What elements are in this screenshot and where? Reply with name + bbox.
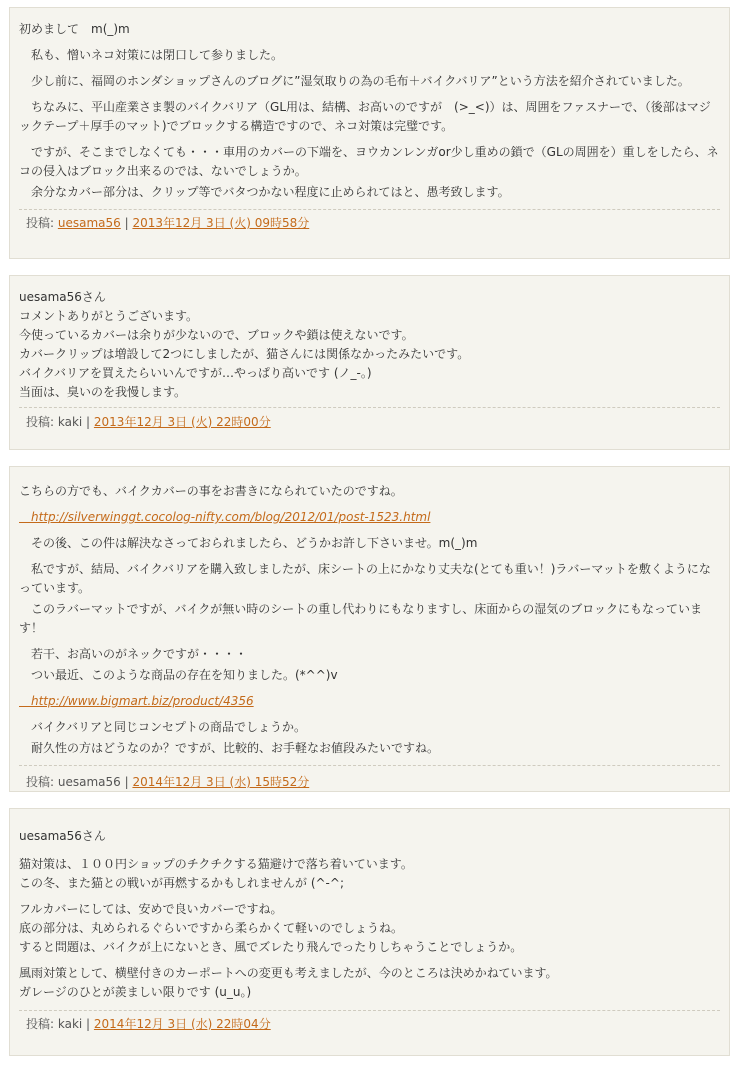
comment-text: 底の部分は、丸められるぐらいですから柔らかくて軽いのでしょうね。 [19, 921, 404, 935]
comment-text: フルカバーにしては、安めで良いカバーですね。 [19, 902, 283, 916]
comment-text: つい最近、このような商品の存在を知りました。(*^^)v [19, 668, 338, 682]
comment-text: バイクバリアを買えたらいいんですが…やっぱり高いです (ノ_-。) [19, 366, 372, 380]
comment-footer [10, 766, 729, 792]
comment-text: カバークリップは増設して2つにしましたが、猫さんには関係なかったみたいです。 [19, 347, 470, 361]
comment-text: ガレージのひとが羨ましい限りです (u_u。) [19, 985, 252, 999]
separator: | [120, 775, 133, 789]
comment-body [10, 809, 729, 1002]
comment-text: 少し前に、福岡のホンダショップさんのブログに”湿気取りの為の毛布＋バイクバリア”という方法を紹介されていました。 [19, 74, 690, 88]
comment-card [9, 808, 730, 1056]
comment-card [9, 7, 730, 259]
author-name: kaki [57, 415, 83, 429]
timestamp-link[interactable]: 2013年12月 3日 (火) 22時00分 [93, 415, 271, 429]
comment-footer [10, 210, 729, 233]
comment-text: 風雨対策として、横壁付きのカーポートへの変更も考えましたが、今のところは決めかねています。 [19, 966, 558, 980]
comment-card [9, 466, 730, 792]
comment-text: 若干、お高いのがネックですが・・・・ [19, 647, 248, 661]
comment-text: ですが、そこまでしなくても・・・車用のカバーの下端を、ヨウカンレンガor少し重めの鎖で（GLの周囲を）重しをしたら、ネコの侵入はブロック出来るのでは、ないでしょうか。 [19, 145, 719, 178]
author-name: kaki [57, 1017, 83, 1031]
comment-text: ちなみに、平山産業さま製のバイクバリア（GL用は、結構、お高いのですが (>_<)）は、周囲をファスナーで、（後部はマジックテープ＋厚手のマット)でブロックする構造ですので、ネコ対策は完璧です。 [19, 100, 711, 133]
separator: | [82, 415, 94, 429]
timestamp-link[interactable]: 2013年12月 3日 (火) 09時58分 [132, 216, 310, 230]
comment-text: この冬、また猫との戦いが再燃するかもしれませんが (^-^; [19, 876, 344, 890]
posted-by-label: 投稿: [26, 415, 58, 429]
comment-text: このラバーマットですが、バイクが無い時のシートの重し代わりにもなりますし、床面からの湿気のブロックにもなっています！ [19, 602, 703, 635]
separator: | [120, 216, 133, 230]
comment-body [10, 276, 729, 402]
comment-text: コメントありがとうございます。 [19, 309, 199, 323]
posted-by-label: 投稿: [26, 216, 58, 230]
product-link[interactable]: http://www.bigmart.biz/product/4356 [19, 694, 254, 708]
posted-by-label: 投稿: [26, 1017, 58, 1031]
comment-footer [10, 408, 729, 432]
comment-text: uesama56さん [19, 290, 106, 304]
comment-text: 当面は、臭いのを我慢します。 [19, 385, 187, 399]
comment-text: 今使っているカバーは余りが少ないので、ブロックや鎖は使えないです。 [19, 328, 414, 342]
author-link[interactable]: uesama56 [57, 216, 121, 230]
timestamp-link[interactable]: 2014年12月 3日 (水) 22時04分 [93, 1017, 271, 1031]
comment-body [10, 467, 729, 758]
comment-text: 私ですが、結局、バイクバリアを購入致しましたが、床シートの上にかなり丈夫な(とても重い！)ラバーマットを敷くようになっています。 [19, 562, 711, 595]
comment-text: 耐久性の方はどうなのか？ですが、比較的、お手軽なお値段みたいですね。 [19, 741, 440, 755]
separator: | [82, 1017, 94, 1031]
comment-text: 猫対策は、１００円ショップのチクチクする猫避けで落ち着いています。 [19, 857, 413, 871]
comment-body [10, 8, 729, 202]
comment-text: 初めまして m(_)m [19, 22, 130, 36]
comment-footer [10, 1011, 729, 1034]
comment-text: すると問題は、バイクが上にないとき、風でズレたり飛んでったりしちゃうことでしょうか。 [19, 940, 523, 954]
comment-text: uesama56さん [19, 829, 106, 843]
blog-post-link[interactable]: http://silverwinggt.cocolog-nifty.com/blog/2012/01/post-1523.html [19, 510, 431, 524]
comment-text: こちらの方でも、バイクカバーの事をお書きになられていたのですね。 [19, 484, 403, 498]
comment-card [9, 275, 730, 450]
timestamp-link[interactable]: 2014年12月 3日 (水) 15時52分 [132, 775, 310, 789]
comment-text: バイクバリアと同じコンセプトの商品でしょうか。 [19, 720, 307, 734]
comment-text: 私も、憎いネコ対策には閉口して参りました。 [19, 48, 284, 62]
posted-by-label: 投稿: [26, 775, 58, 789]
author-name: uesama56 [57, 775, 121, 789]
comment-text: その後、この件は解決なさっておられましたら、どうかお許し下さいませ。m(_)m [19, 536, 478, 550]
comment-text: 余分なカバー部分は、クリップ等でバタつかない程度に止められてはと、愚考致します。 [19, 185, 510, 199]
